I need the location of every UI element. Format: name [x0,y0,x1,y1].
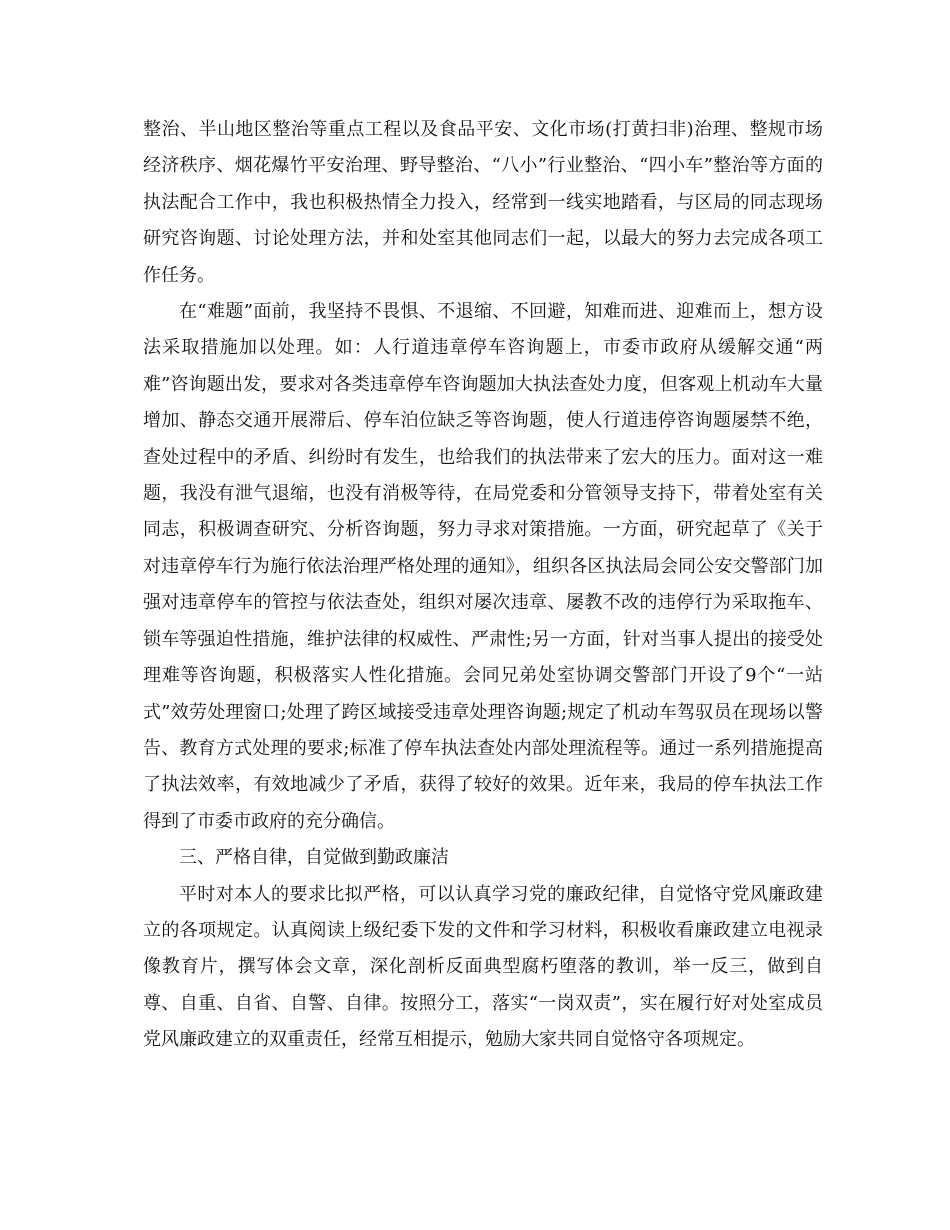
paragraph-1: 整治、半山地区整治等重点工程以及食品平安、文化市场(打黄扫非)治理、整规市场经济秩序、烟花爆竹平安治理、野导整治、“八小”行业整治、“四小车”整治等方面的执法配合工作中，我也积极热情全力投入，经常到一线实地踏看，与区局的同志现场研究咨询题、讨论处理方法，并和处室其他同志们一起，以最大的努力去完成各项工作任务。 [143,119,823,286]
document-page [143,112,823,1059]
paragraph-2: 在“难题”面前，我坚持不畏惧、不退缩、不回避，知难而进、迎难而上，想方设法采取措施加以处理。如：人行道违章停车咨询题上，市委市政府从缓解交通“两难”咨询题出发，要求对各类违章停车咨询题加大执法查处力度，但客观上机动车大量增加、静态交通开展滞后、停车泊位缺乏等咨询题，使人行道违停咨询题屡禁不绝，查处过程中的矛盾、纠纷时有发生，也给我们的执法带来了宏大的压力。面对这一难题，我没有泄气退缩，也没有消极等待，在局党委和分管领导支持下，带着处室有关同志，积极调查研究、分析咨询题，努力寻求对策措施。一方面，研究起草了《关于对违章停车行为施行依法治理严格处理的通知》，组织各区执法局会同公安交警部门加强对违章停车的管控与依法查处，组织对屡次违章、屡教不改的违停行为采取拖车、锁车等强迫性措施，维护法律的权威性、严肃性;另一方面，针对当事人提出的接受处理难等咨询题，积极落实人性化措施。会同兄弟处室协调交警部门开设了9个“一站式”效劳处理窗口;处理了跨区域接受违章处理咨询题;规定了机动车驾驭员在现场以警告、教育方式处理的要求;标准了停车执法查处内部处理流程等。通过一系列措施提高了执法效率，有效地减少了矛盾，获得了较好的效果。近年来，我局的停车执法工作得到了市委市政府的充分确信。 [143,301,823,832]
section-heading: 三、严格自律，自觉做到勤政廉洁 [179,847,449,869]
paragraph-3: 平时对本人的要求比拟严格，可以认真学习党的廉政纪律，自觉恪守党风廉政建立的各项规定。认真阅读上级纪委下发的文件和学习材料，积极收看廉政建立电视录像教育片，撰写体会文章，深化剖析反面典型腐朽堕落的教训，举一反三，做到自尊、自重、自省、自警、自律。按照分工，落实“一岗双责”，实在履行好对处室成员党风廉政建立的双重责任，经常互相提示，勉励大家共同自觉恪守各项规定。 [143,883,823,1051]
